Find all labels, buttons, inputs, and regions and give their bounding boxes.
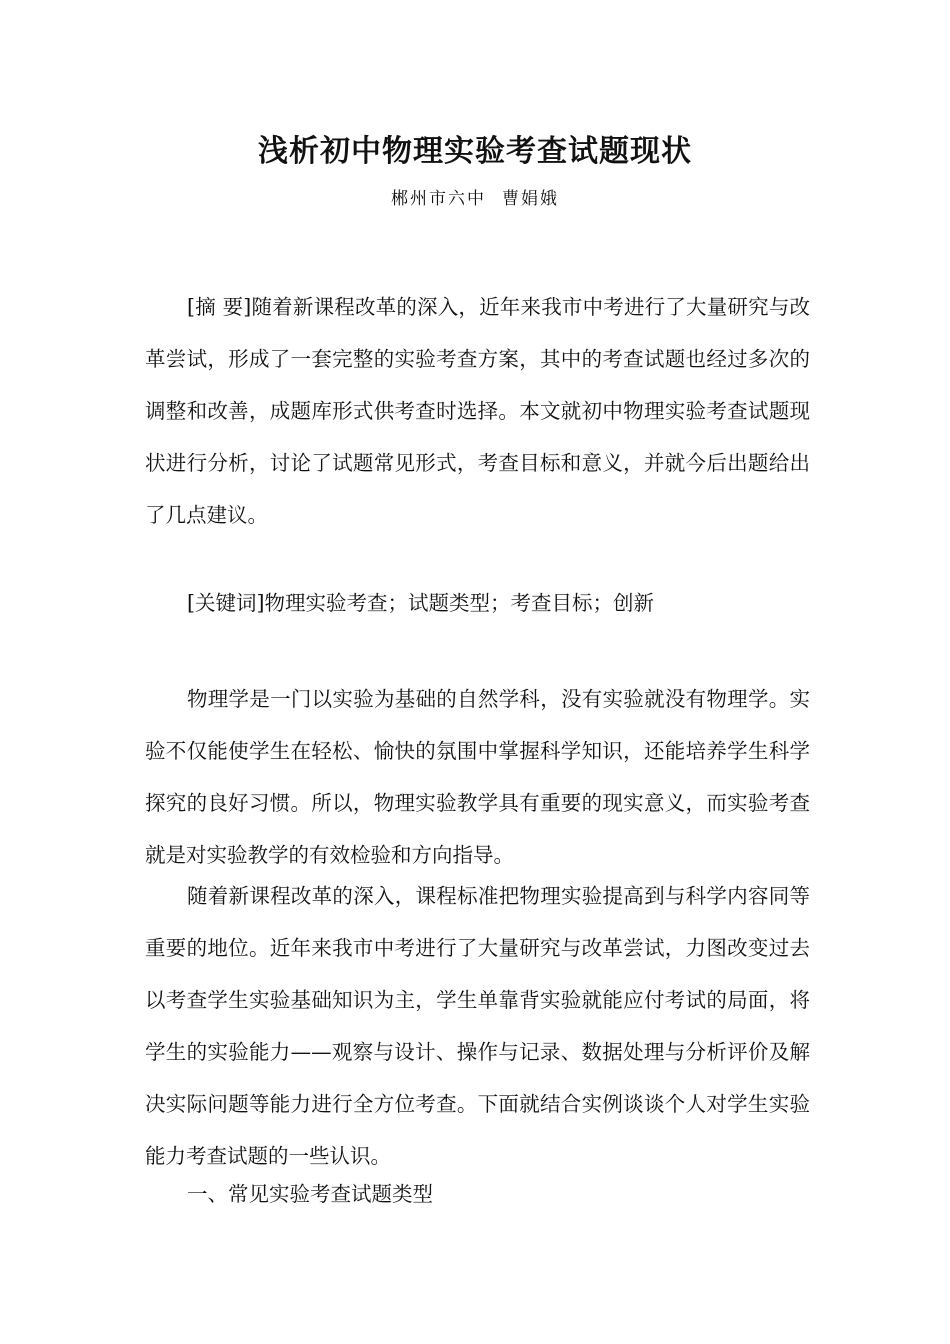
keywords-label: [关键词] <box>187 591 265 615</box>
section-heading: 一、常见实验考查试题类型 <box>187 1182 433 1206</box>
keywords-text: 物理实验考查；试题类型；考查目标；创新 <box>264 591 654 615</box>
document-title: 浅析初中物理实验考查试题现状 <box>258 134 692 169</box>
author-affiliation: 郴州市六中 <box>391 189 486 209</box>
author-line <box>0 186 950 212</box>
keywords-paragraph <box>145 577 810 629</box>
body-paragraph-2: 随着新课程改革的深入，课程标准把物理实验提高到与科学内容同等重要的地位。近年来我市中考进行了大量研究与改革尝试，力图改变过去以考查学生实验基础知识为主，学生单靠背实验就能应付考试的局面，将学生的实验能力——观察与设计、操作与记录、数据处理与分析评价及解决实际问题等能力进行全方位考查。下面就结合实例谈谈个人对学生实验能力考查试题的一些认识。 <box>145 884 810 1168</box>
author-name: 曹娟娥 <box>502 189 559 209</box>
abstract-text: 随着新课程改革的深入，近年来我市中考进行了大量研究与改革尝试，形成了一套完整的实验考查方案，其中的考查试题也经过多次的调整和改善，成题库形式供考查时选择。本文就初中物理实验考查试题现状进行分析，讨论了试题常见形式，考查目标和意义，并就今后出题给出了几点建议。 <box>145 295 811 527</box>
abstract-paragraph <box>145 281 810 541</box>
abstract-label: [摘 要] <box>187 295 252 319</box>
body-paragraph-1: 物理学是一门以实验为基础的自然学科，没有实验就没有物理学。实验不仅能使学生在轻松、愉快的氛围中掌握科学知识，还能培养学生科学探究的良好习惯。所以，物理实验教学具有重要的现实意义，而实验考查就是对实验教学的有效检验和方向指导。 <box>145 687 810 867</box>
